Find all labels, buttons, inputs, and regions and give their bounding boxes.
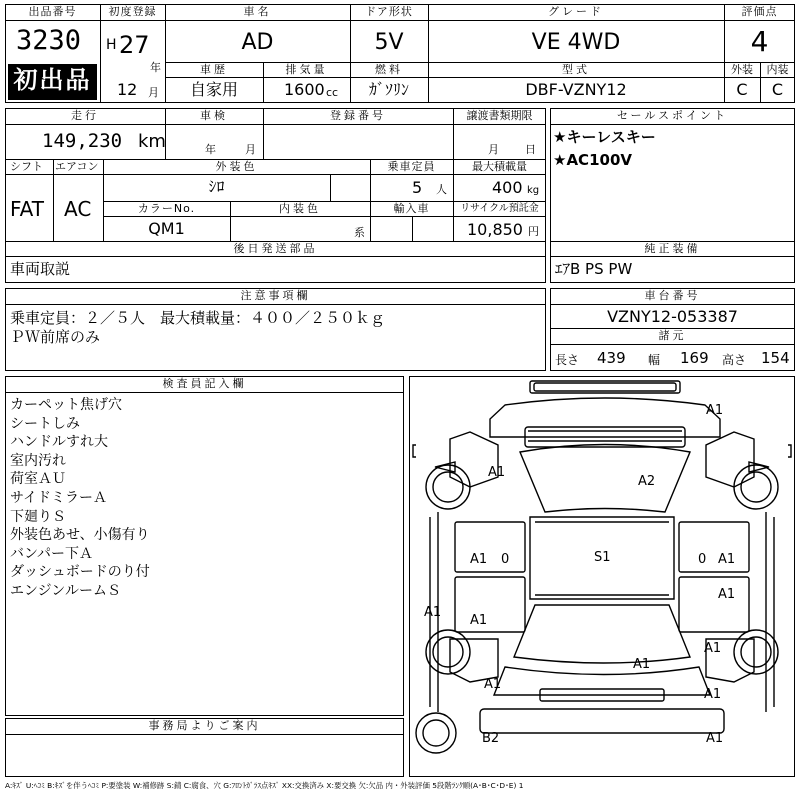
damage-mark-right-front-door: A1 — [718, 552, 736, 567]
score-value: 4 — [750, 25, 769, 58]
car-diagram — [409, 376, 795, 777]
transfer-doc-label: 譲渡書類期限 — [466, 109, 533, 122]
max-load-label: 最大積載量 — [472, 160, 527, 173]
mileage-label: 走行 — [71, 109, 99, 122]
damage-mark-front-bumper: A1 — [706, 403, 724, 418]
dims-width-label: 幅 — [648, 353, 662, 367]
first-reg-year: 27 — [119, 31, 150, 59]
score-ext-label: 外装 — [731, 63, 753, 76]
damage-mark-left-fender: A1 — [488, 465, 506, 480]
inspector-line: シートしみ — [10, 415, 80, 432]
sales-points-label: セールスポイント — [616, 109, 728, 122]
first-reg-year-unit: 年 — [150, 61, 162, 74]
inspector-line: 室内汚れ — [10, 452, 66, 469]
damage-mark-roof: S1 — [594, 550, 611, 565]
recycle-label: リサイクル預託金 — [460, 203, 539, 214]
dims-label: 諸元 — [658, 329, 687, 342]
inspector-line: 外装色あせ、小傷有り — [10, 527, 150, 544]
notes-line: 乗車定員：２／５人 最大積載量：４００／２５０ｋｇ — [10, 309, 386, 327]
displacement-label: 排気量 — [285, 63, 328, 76]
damage-mark-rear-right: A1 — [704, 687, 722, 702]
chassis-label: 車台番号 — [644, 289, 701, 302]
later-parts-label: 後日発送部品 — [233, 242, 318, 255]
genuine-label: 純正装備 — [644, 242, 701, 255]
inspector-line: ダッシュボードのり付 — [10, 564, 150, 581]
damage-mark-rear-bumper: A1 — [706, 731, 724, 746]
capacity-unit: 人 — [436, 183, 448, 196]
damage-mark-right-rear-door: A1 — [718, 587, 736, 602]
inspector-line: サイドミラーＡ — [10, 489, 108, 506]
inspection-year-unit: 年 — [205, 143, 217, 156]
sales-point-item: ★キーレスキー — [553, 128, 656, 146]
aircon-value: AC — [64, 197, 92, 221]
score-ext-value: C — [736, 80, 748, 99]
score-int-value: C — [771, 80, 784, 99]
first-listing-badge-text: 初出品 — [13, 66, 92, 94]
capacity-label: 乗車定員 — [387, 160, 436, 173]
interior-color-label: 内装色 — [279, 202, 321, 215]
inspector-label: 検査員記入欄 — [162, 377, 247, 390]
inspector-line: エンジンルームＳ — [10, 582, 121, 599]
fuel-label: 燃料 — [375, 63, 403, 76]
mileage-value: 149,230 — [42, 130, 123, 152]
color-no-label: カラーNo. — [137, 202, 196, 215]
dims-height: 154 — [761, 349, 790, 367]
notes-line: ＰＷ前席のみ — [10, 328, 101, 346]
dims-length: 439 — [597, 349, 626, 367]
first-reg-label: 初度登録 — [108, 5, 157, 18]
displacement-value: 1600 — [284, 80, 325, 99]
exterior-color-label: 外装色 — [215, 160, 258, 173]
displacement-unit: cc — [326, 86, 339, 99]
color-no-value: QM1 — [148, 219, 185, 238]
damage-mark-right-front-door-u: 0 — [698, 552, 707, 567]
history-value: 自家用 — [189, 80, 238, 99]
capacity-value: 5 — [412, 178, 423, 197]
inspection-label: 車検 — [200, 109, 228, 122]
aircon-label: エアコン — [55, 160, 99, 173]
sales-point-item: ★AC100V — [553, 151, 632, 169]
interior-color-unit: 系 — [354, 226, 366, 239]
import-label: 輸入車 — [393, 202, 430, 215]
dims-width: 169 — [680, 349, 709, 367]
mileage-unit: km — [138, 131, 166, 152]
car-outline — [410, 377, 794, 776]
score-label: 評価点 — [741, 5, 778, 18]
damage-mark-left-rear-door: A1 — [470, 613, 488, 628]
lot-number: 3230 — [16, 25, 82, 56]
shift-value: FAT — [10, 197, 45, 221]
damage-mark-left-front-door: A1 — [470, 552, 488, 567]
grade-value: VE 4WD — [531, 30, 621, 55]
genuine-value: ｴｱB PS PW — [555, 260, 633, 278]
office-label: 事務局よりご案内 — [148, 719, 261, 732]
inspector-notes — [10, 396, 150, 601]
inspector-line: カーペット焦げ穴 — [10, 397, 122, 413]
fuel-value: ｶﾞｿﾘﾝ — [368, 80, 409, 99]
lot-label: 出品番号 — [28, 5, 77, 18]
inspector-line: ハンドルすれ大 — [10, 434, 108, 451]
shift-label: シフト — [10, 160, 43, 173]
legend: A:ｷｽﾞ U:ﾍｺﾐ B:ｷｽﾞを伴うﾍｺﾐ P:要塗装 W:補修跡 S:錆 C:腐食、穴 G:ﾌﾛﾝﾄｶﾞﾗｽ点ｷｽﾞ XX:交換済み X:要交換 欠:欠品 内・外装評価 5段階ﾗﾝｸ順(A･B･C･D･E) 1 — [5, 781, 524, 790]
damage-mark-rear-glass: A1 — [633, 657, 651, 672]
first-reg-month: 12 — [117, 80, 138, 99]
damage-mark-left-front-door-u: 0 — [501, 552, 510, 567]
score-int-label: 内装 — [766, 63, 789, 76]
model-code-value: DBF-VZNY12 — [525, 80, 627, 99]
damage-mark-rear-left: B2 — [482, 731, 500, 746]
inspector-line: 荷室ＡＵ — [10, 471, 66, 488]
max-load-unit: kg — [527, 185, 540, 196]
history-label: 車歴 — [200, 63, 228, 76]
dims-length-label: 長さ — [555, 353, 580, 367]
transfer-doc-day: 日 — [525, 143, 537, 156]
inspector-line: バンパー下Ａ — [10, 545, 94, 562]
first-reg-era: H — [106, 37, 117, 53]
inspection-month-unit: 月 — [245, 143, 257, 156]
reg-no-label: 登録番号 — [330, 109, 386, 122]
recycle-unit: 円 — [528, 225, 539, 238]
recycle-value: 10,850 — [467, 220, 523, 239]
car-name-value: AD — [241, 30, 274, 55]
inspector-line: 下廻りＳ — [10, 508, 66, 525]
damage-mark-hood: A2 — [638, 474, 656, 489]
damage-mark-left-quarter: A1 — [484, 677, 502, 692]
dims-height-label: 高さ — [722, 353, 747, 367]
transfer-doc-month: 月 — [488, 143, 500, 156]
door-value: 5V — [374, 30, 404, 55]
model-code-label: 型式 — [562, 63, 590, 76]
chassis-value: VZNY12-053387 — [607, 307, 738, 326]
first-reg-month-unit: 月 — [148, 86, 160, 99]
later-parts-value: 車両取説 — [10, 260, 71, 278]
notes-label: 注意事項欄 — [240, 289, 311, 302]
car-name-label: 車名 — [243, 5, 272, 18]
damage-mark-left-sill: A1 — [424, 605, 442, 620]
exterior-color-value: ｼﾛ — [208, 177, 225, 196]
grade-label: グレード — [548, 5, 604, 18]
damage-mark-right-quarter: A1 — [704, 641, 722, 656]
door-label: ドア形状 — [365, 5, 413, 18]
max-load-value: 400 — [492, 178, 523, 197]
